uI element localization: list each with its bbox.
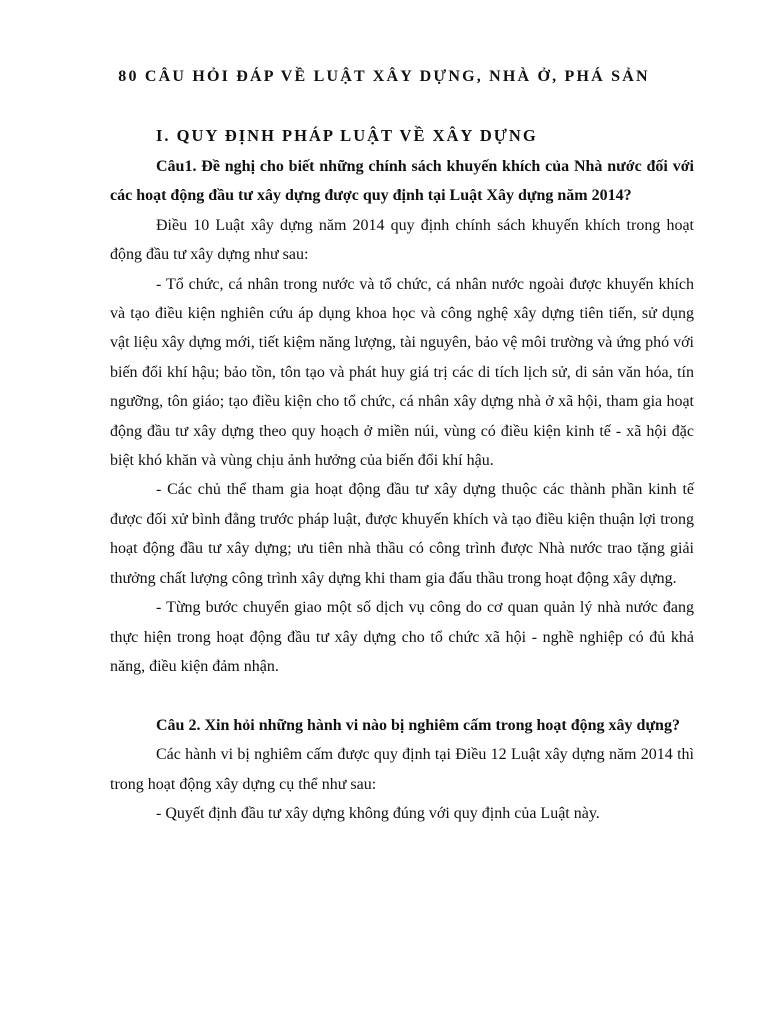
question-2-item-1: - Quyết định đầu tư xây dựng không đúng với quy định của Luật này. bbox=[156, 804, 600, 822]
section-heading: I. QUY ĐỊNH PHÁP LUẬT VỀ XÂY DỰNG bbox=[156, 126, 538, 145]
question-1: Câu1. Đề nghị cho biết những chính sách khuyến khích của Nhà nước đối với các hoạt động đầu tư xây dựng được quy định tại Luật Xây dựng năm 2014? bbox=[110, 158, 694, 205]
document-body bbox=[110, 152, 694, 828]
document-title: 80 CÂU HỎI ĐÁP VỀ LUẬT XÂY DỰNG, NHÀ Ở, PHÁ SẢN bbox=[118, 68, 650, 85]
question-1-item-2: - Các chủ thể tham gia hoạt động đầu tư xây dựng thuộc các thành phần kinh tế được đối xử bình đẳng trước pháp luật, được khuyến khích và tạo điều kiện thuận lợi trong hoạt động đầu tư xây dựng; ưu tiên nhà thầu có công trình được Nhà nước trao tặng giải thưởng chất lượng công trình xây dựng khi tham gia đấu thầu trong hoạt động xây dựng. bbox=[110, 481, 694, 587]
paragraph-spacer bbox=[110, 681, 694, 710]
question-2: Câu 2. Xin hỏi những hành vi nào bị nghiêm cấm trong hoạt động xây dựng? bbox=[156, 716, 680, 734]
question-2-intro: Các hành vi bị nghiêm cấm được quy định tại Điều 12 Luật xây dựng năm 2014 thì trong hoạt động xây dựng cụ thể như sau: bbox=[110, 746, 694, 793]
question-1-item-1: - Tổ chức, cá nhân trong nước và tổ chức, cá nhân nước ngoài được khuyến khích và tạo điều kiện nghiên cứu áp dụng khoa học và công nghệ xây dựng tiên tiến, sử dụng vật liệu xây dựng mới, tiết kiệm năng lượng, tài nguyên, bảo vệ môi trường và ứng phó với biến đổi khí hậu; bảo tồn, tôn tạo và phát huy giá trị các di tích lịch sử, di sản văn hóa, tín ngưỡng, tôn giáo; tạo điều kiện cho tổ chức, cá nhân xây dựng nhà ở xã hội, tham gia hoạt động đầu tư xây dựng theo quy hoạch ở miền núi, vùng có điều kiện kinh tế - xã hội đặc biệt khó khăn và vùng chịu ảnh hưởng của biến đổi khí hậu. bbox=[110, 275, 694, 470]
question-1-intro: Điều 10 Luật xây dựng năm 2014 quy định chính sách khuyến khích trong hoạt động đầu tư xây dựng như sau: bbox=[110, 216, 694, 264]
question-1-item-3: - Từng bước chuyển giao một số dịch vụ công do cơ quan quản lý nhà nước đang thực hiện trong hoạt động đầu tư xây dựng cho tổ chức xã hội - nghề nghiệp có đủ khả năng, điều kiện đảm nhận. bbox=[110, 599, 694, 675]
